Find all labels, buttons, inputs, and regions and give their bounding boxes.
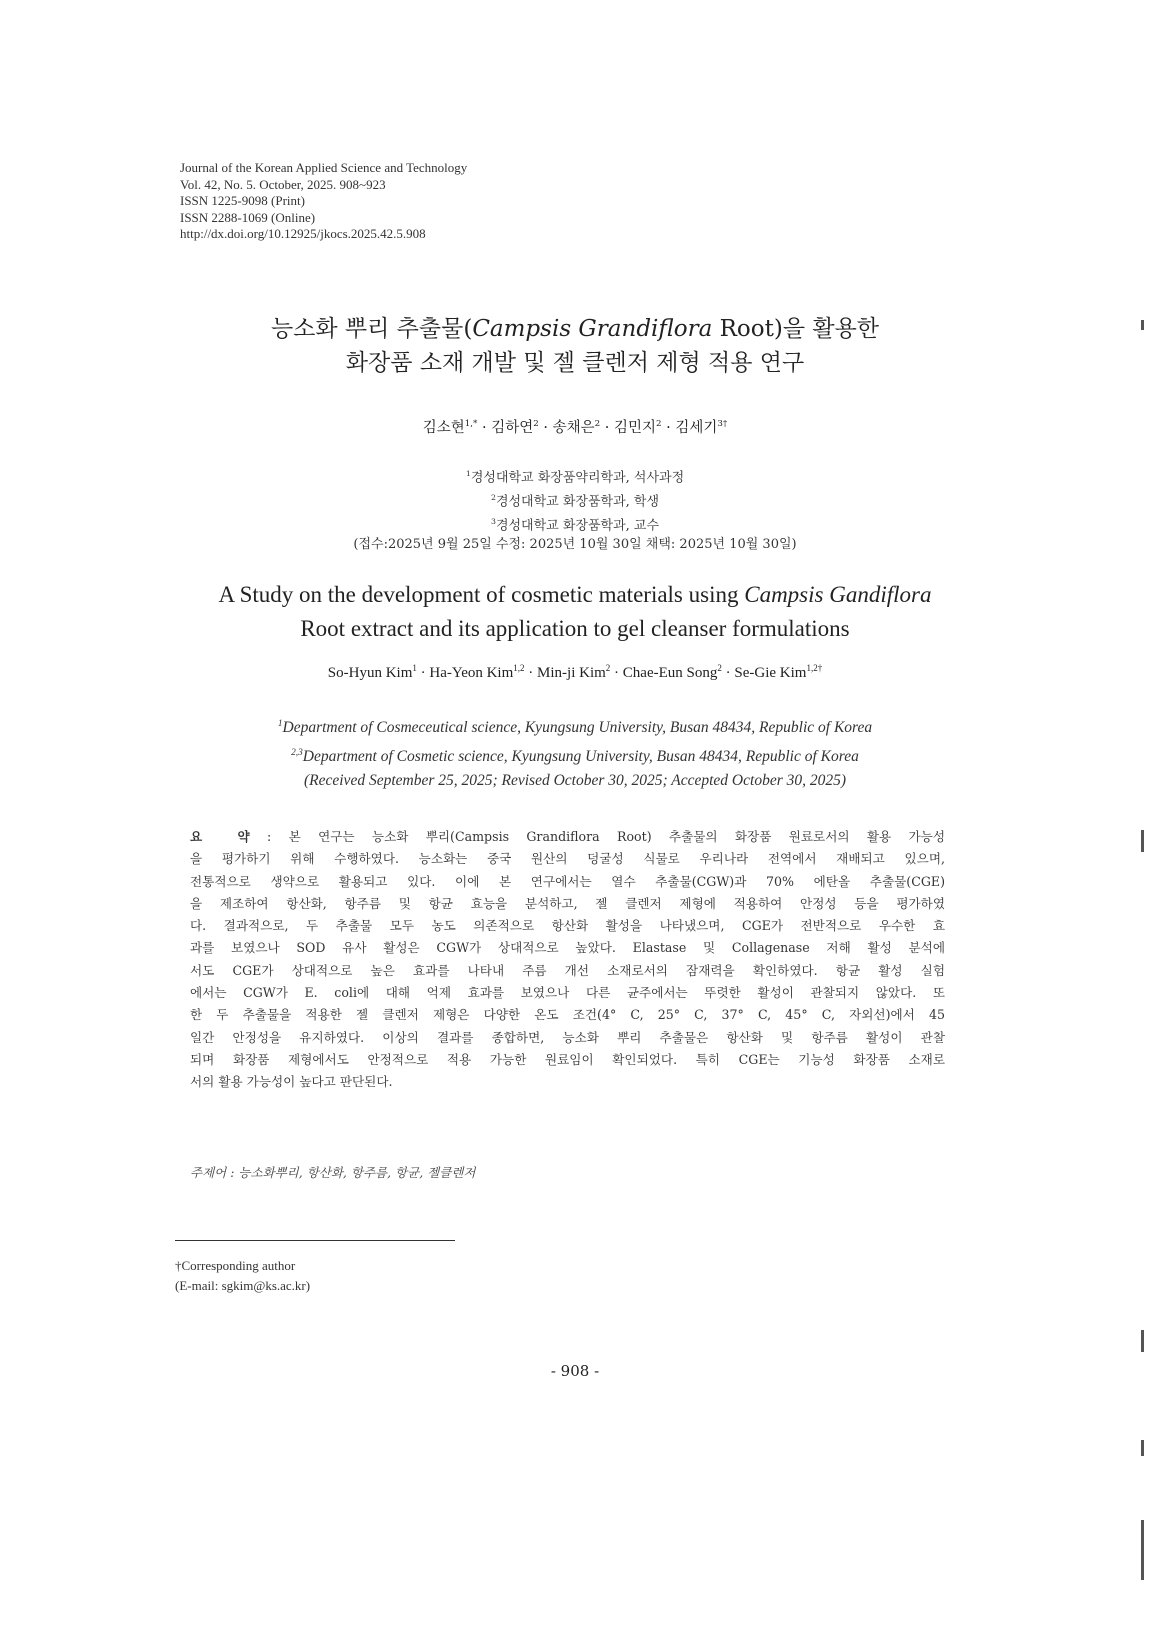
author-name: 송채은 [552,420,595,436]
aff-sup: 2 [490,492,496,502]
title-species: Campsis Grandiflora [472,316,713,342]
doi-link[interactable]: http://dx.doi.org/10.12925/jkocs.2025.42.5.908 [180,226,426,241]
abstract-text: 서도 CGE가 상대적으로 높은 효과를 나타내 주름 개선 소재로서의 잠재력을 확인하였다. 항균 활성 실험 [190,962,945,978]
abstract-text: 을 제조하여 항산화, 항주름 및 항균 효능을 분석하고, 젤 클렌저 제형에 적용하여 안정성 등을 평가하였 [190,895,945,911]
author-separator: · [538,420,553,436]
english-affiliations [0,712,1150,794]
author-separator: · [610,665,623,681]
author-separator: · [416,665,430,681]
scan-mark [1141,1330,1144,1352]
affiliation: 경성대학교 화장품약리학과, 석사과정 [470,470,685,486]
abstract-line [190,871,945,893]
author-sup: 1,2† [806,663,823,673]
english-authors [0,663,1150,682]
korean-dates: (접수:2025년 9월 25일 수정: 2025년 10월 30일 채택: 2025년 10월 30일) [353,537,797,553]
korean-affiliations [0,464,1150,555]
scan-mark [1141,1520,1144,1580]
author-email: (E-mail: sgkim@ks.ac.kr) [175,1278,311,1293]
issn-online: ISSN 2288-1069 (Online) [180,209,316,225]
affiliation: 경성대학교 화장품학과, 교수 [495,517,660,533]
aff-sup: 1 [465,469,471,478]
scan-mark [1141,830,1144,852]
korean-title [0,312,1150,380]
abstract-text: 서의 활용 가능성이 높다고 판단된다. [190,1074,393,1090]
abstract-line [190,1049,945,1071]
english-title [0,578,1150,646]
scan-mark [1141,320,1144,330]
author-name: Min-ji Kim [537,665,606,681]
title-line2: 화장품 소재 개발 및 젤 클렌저 제형 적용 연구 [345,350,805,376]
aff-sup: 2,3 [291,747,303,758]
corresponding-author: †Corresponding author [175,1258,296,1273]
abstract-line [190,960,945,982]
title-species: Campsis Gandiflora [744,582,932,607]
aff-sup: 1 [277,719,283,729]
author-separator: · [477,420,492,436]
abstract-text: 전통적으로 생약으로 활용되고 있다. 이에 본 연구에서는 열수 추출물(CGW)과 70% 에탄올 추출물(CGE) [190,873,945,889]
abstract-text: 에서는 CGW가 E. coli에 대해 억제 효과를 보였으나 다른 균주에서는 뚜렷한 활성이 관찰되지 않았다. 또 [190,985,945,1001]
abstract-text: 과를 보였으나 SOD 유사 활성은 CGW가 상대적으로 높았다. Elastase 및 Collagenase 저해 활성 분석에 [190,940,945,956]
author-sup: 2 [605,663,611,673]
page-number: - 908 - [550,1362,600,1380]
journal-name: Journal of the Korean Applied Science and Technology [180,160,468,175]
journal-header [180,160,467,243]
volume-info: Vol. 42, No. 5. October, 2025. 908~923 [180,176,386,192]
title-line2: Root extract and its application to gel cleanser formulations [300,616,850,641]
english-dates: (Received September 25, 2025; Revised October 30, 2025; Accepted October 30, 2025) [303,772,847,790]
author-name: 김민지 [613,420,657,436]
author-name: 김소현 [422,420,465,436]
abstract-text: 한 두 추출물을 적용한 젤 클렌저 제형은 다양한 온도 조건(4° C, 25° C, 37° C, 45° C, 자외선)에서 45 [190,1007,945,1023]
author-name: Chae-Eun Song [622,665,718,681]
author-sup: 2 [656,419,662,430]
abstract-text: 되며 화장품 제형에서도 안정적으로 적용 가능한 원료임이 확인되었다. 특히 CGE는 기능성 화장품 소재로 [190,1051,945,1067]
scan-mark [1141,1440,1144,1456]
author-separator: · [661,420,676,436]
abstract-line [190,937,945,959]
affiliation: 경성대학교 화장품학과, 학생 [495,494,660,510]
korean-authors [0,416,1150,437]
abstract [190,826,945,1094]
author-separator: · [524,665,538,681]
keywords: 주제어 : 능소화뿌리, 항산화, 항주름, 항균, 젤클렌저 [190,1165,476,1180]
abstract-text: 다. 결과적으로, 두 추출물 모두 농도 의존적으로 항산화 활성을 나타냈으며, CGE가 전반적으로 우수한 효 [190,918,945,934]
footnote [175,1256,310,1296]
author-name: 김하연 [491,420,534,436]
author-sup: 1 [412,663,417,673]
abstract-label: 요 약 [190,829,250,844]
abstract-text: : 본 연구는 능소화 뿌리(Campsis Grandiflora Root) 추출물의 화장품 원료로서의 활용 가능성 [249,829,945,844]
abstract-line [190,1004,945,1026]
abstract-line [190,826,945,848]
abstract-line [190,848,945,870]
author-name: So-Hyun Kim [327,665,413,681]
footnote-divider [175,1240,455,1241]
author-name: Ha-Yeon Kim [429,665,514,681]
aff-sup: 3 [490,516,496,526]
abstract-text: 일간 안정성을 유지하였다. 이상의 결과를 종합하면, 능소화 뿌리 추출물은 항산화 및 항주름 활성이 관찰 [190,1029,945,1045]
author-name: 김세기 [675,420,718,436]
author-sup: 1,2 [513,663,525,673]
affiliation: Department of Cosmetic science, Kyungsung University, Busan 48434, Republic of Korea [302,747,859,765]
abstract-line [190,893,945,915]
title-text: Root)을 활용한 [712,316,880,342]
abstract-line [190,1027,945,1049]
author-sup: 3† [717,419,728,430]
abstract-line [190,1071,945,1093]
author-sup: 2 [717,663,722,673]
author-sup: 2 [533,419,539,430]
abstract-line [190,915,945,937]
author-sup: 1,* [464,419,478,430]
title-text: 능소화 뿌리 추출물( [270,316,473,342]
author-separator: · [721,665,735,681]
abstract-text: 을 평가하기 위해 수행하였다. 능소화는 중국 원산의 덩굴성 식물로 우리나라 전역에서 재배되고 있으며, [190,851,945,867]
issn-print: ISSN 1225-9098 (Print) [180,193,305,208]
author-separator: · [600,420,614,436]
author-sup: 2 [594,419,601,430]
abstract-line [190,982,945,1004]
author-name: Se-Gie Kim [734,665,807,681]
affiliation: Department of Cosmeceutical science, Kyungsung University, Busan 48434, Republic of Korea [282,719,873,737]
title-text: A Study on the development of cosmetic materials using [218,582,745,607]
